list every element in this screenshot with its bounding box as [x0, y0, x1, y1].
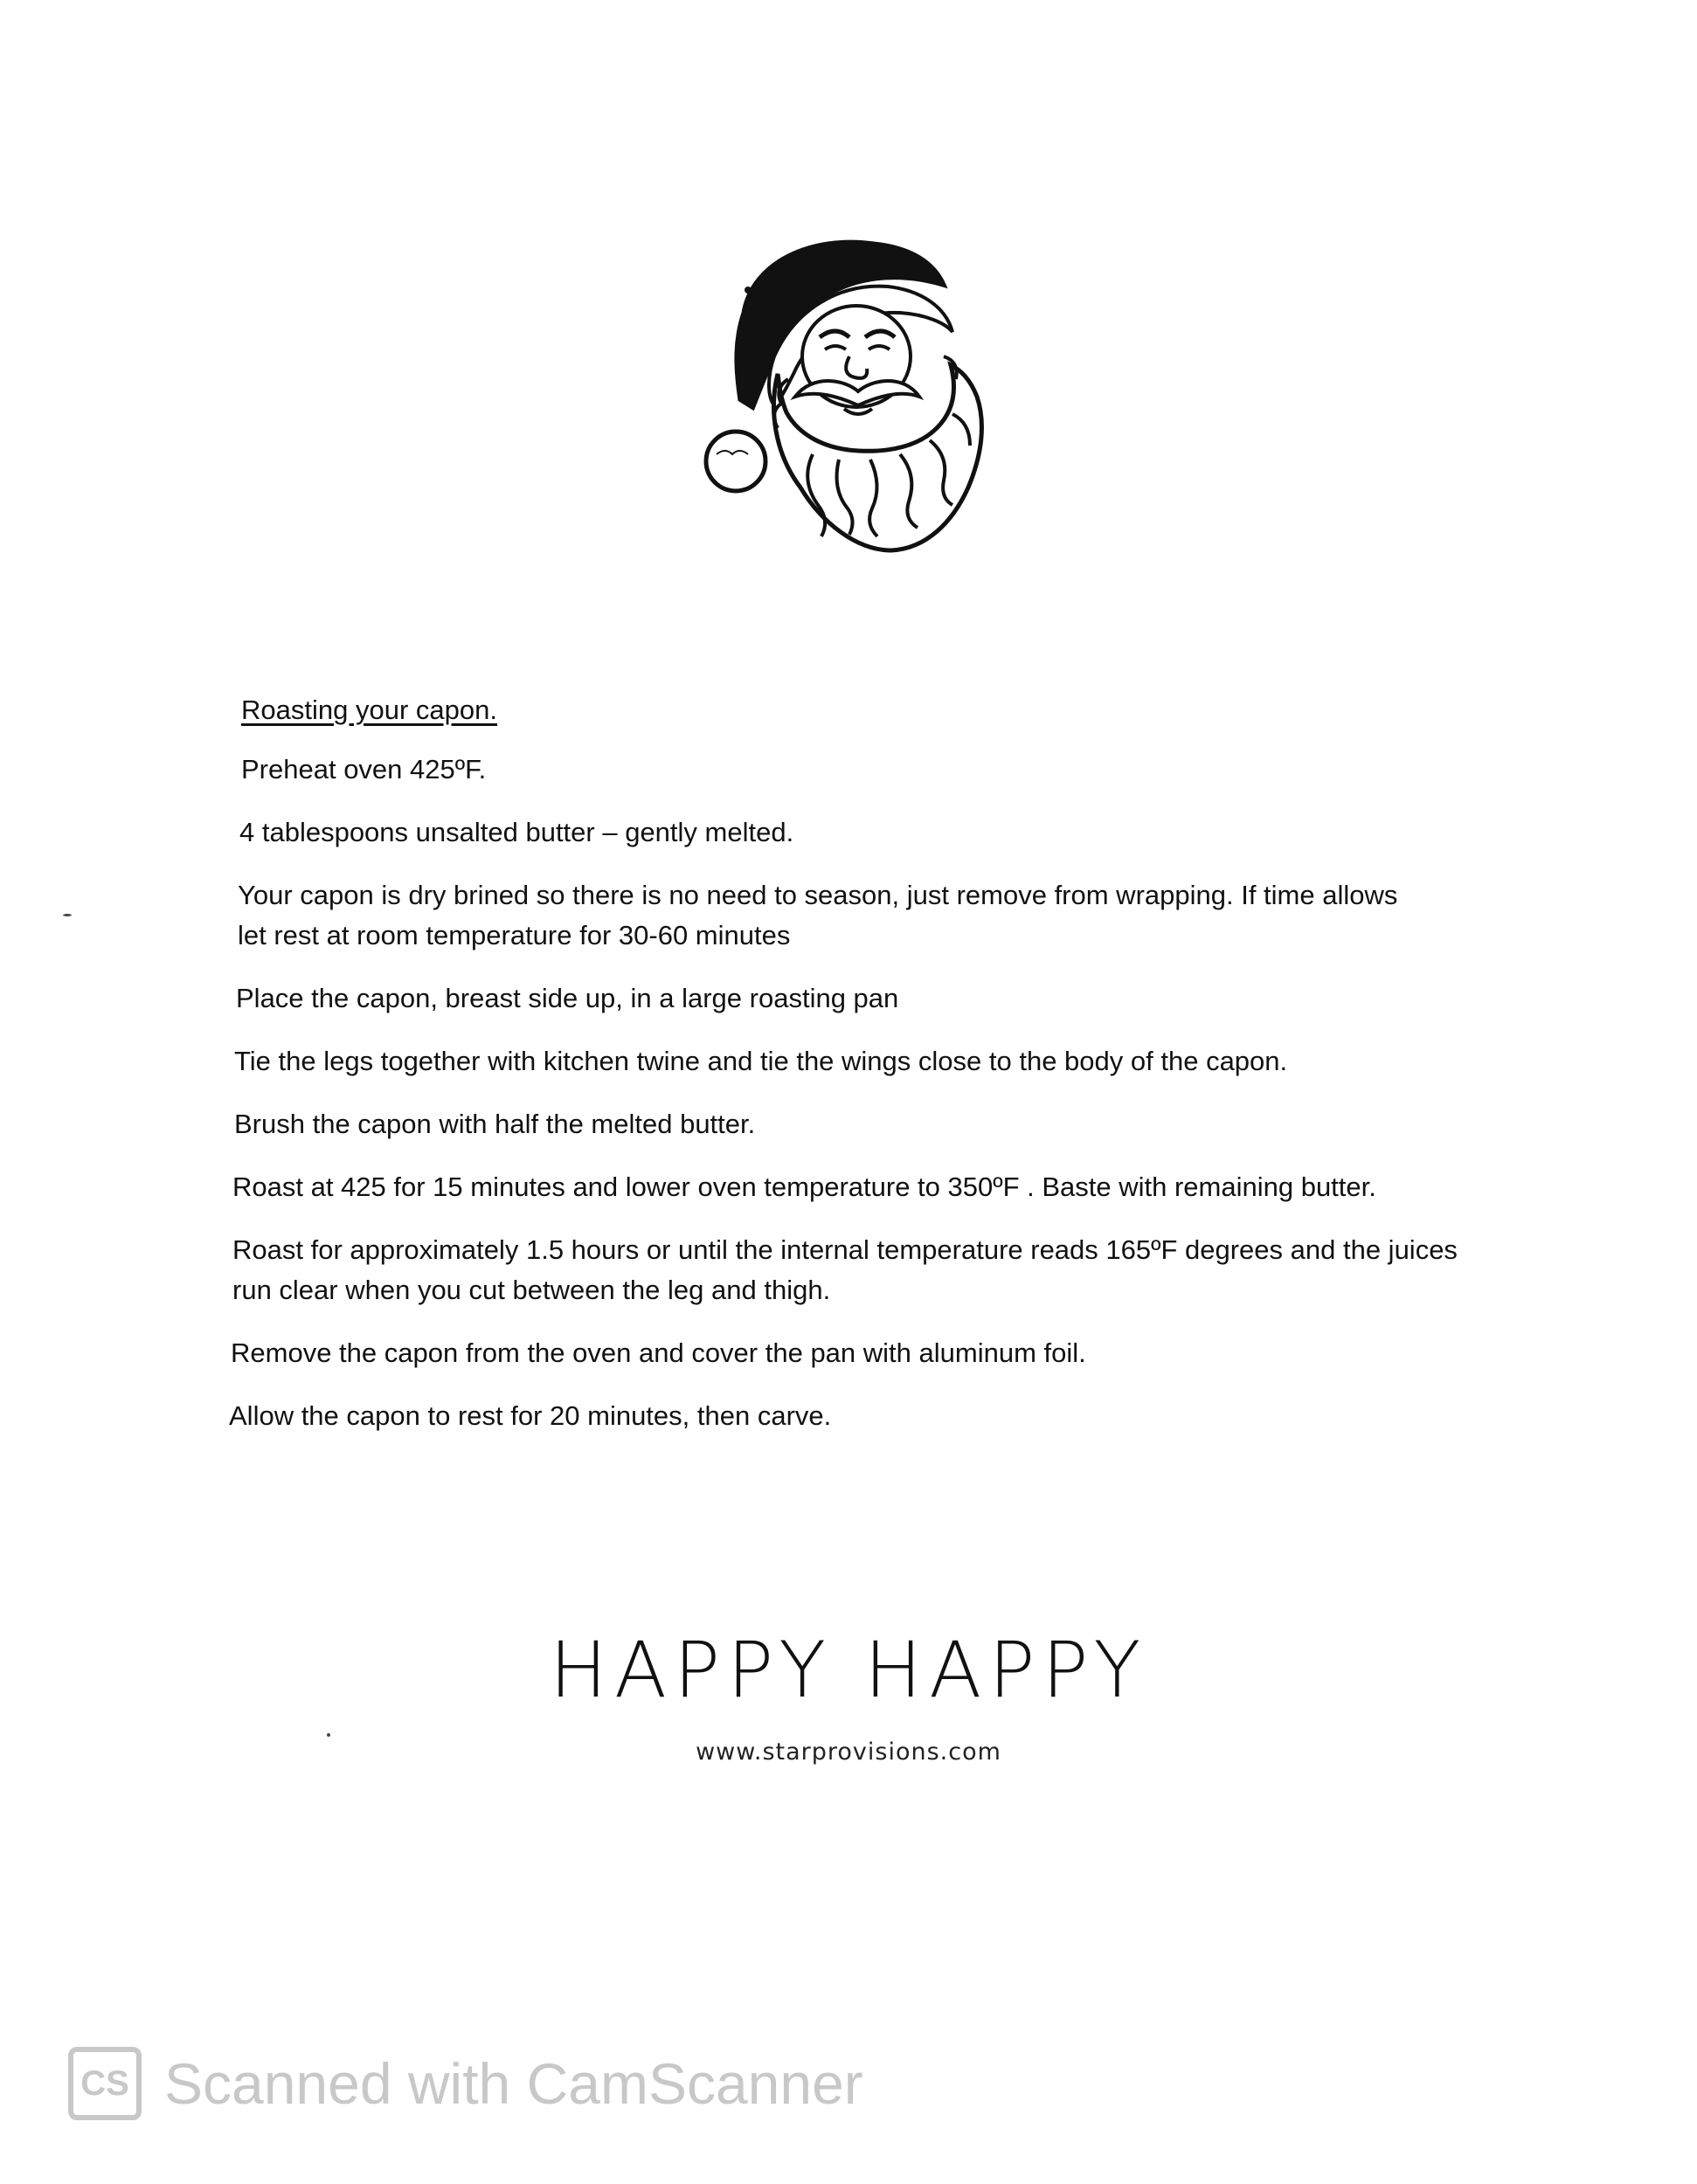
- santa-hat-pompom: [706, 432, 765, 491]
- recipe-step: Tie the legs together with kitchen twine and tie the wings close to the body of the capon.: [234, 1046, 1288, 1076]
- camscanner-label: Scanned with CamScanner: [164, 2051, 863, 2116]
- recipe-step: Allow the capon to rest for 20 minutes, then carve.: [229, 1400, 832, 1431]
- recipe-step: Place the capon, breast side up, in a large roasting pan: [236, 983, 899, 1013]
- recipe-step: Preheat oven 425ºF.: [241, 754, 487, 784]
- santa-claus-illustration: [690, 225, 1022, 566]
- recipe-heading: Roasting your capon.: [241, 695, 497, 725]
- recipe-step: 4 tablespoons unsalted butter – gently melted.: [239, 817, 794, 847]
- recipe-step: Your capon is dry brined so there is no need to season, just remove from wrapping. If time allows let rest at room temperature for 30-60 minutes: [238, 880, 1398, 950]
- recipe-step: Roast for approximately 1.5 hours or until the internal temperature reads 165ºF degrees and the juices run clear when you cut between the leg and thigh.: [232, 1234, 1458, 1305]
- scan-speck: [63, 914, 72, 916]
- recipe-instructions: [229, 690, 1487, 1459]
- happy-happy-greeting: HAPPY HAPPY: [549, 1625, 1148, 1715]
- recipe-step: Roast at 425 for 15 minutes and lower oven temperature to 350ºF . Baste with remaining butter.: [232, 1171, 1376, 1202]
- scan-speck: [327, 1733, 330, 1737]
- recipe-step: Brush the capon with half the melted butter.: [234, 1109, 756, 1139]
- camscanner-logo-icon: CS: [68, 2047, 142, 2120]
- camscanner-watermark: [68, 2044, 863, 2123]
- website-url: www.starprovisions.com: [696, 1738, 1001, 1766]
- recipe-step: Remove the capon from the oven and cover the pan with aluminum foil.: [231, 1337, 1086, 1368]
